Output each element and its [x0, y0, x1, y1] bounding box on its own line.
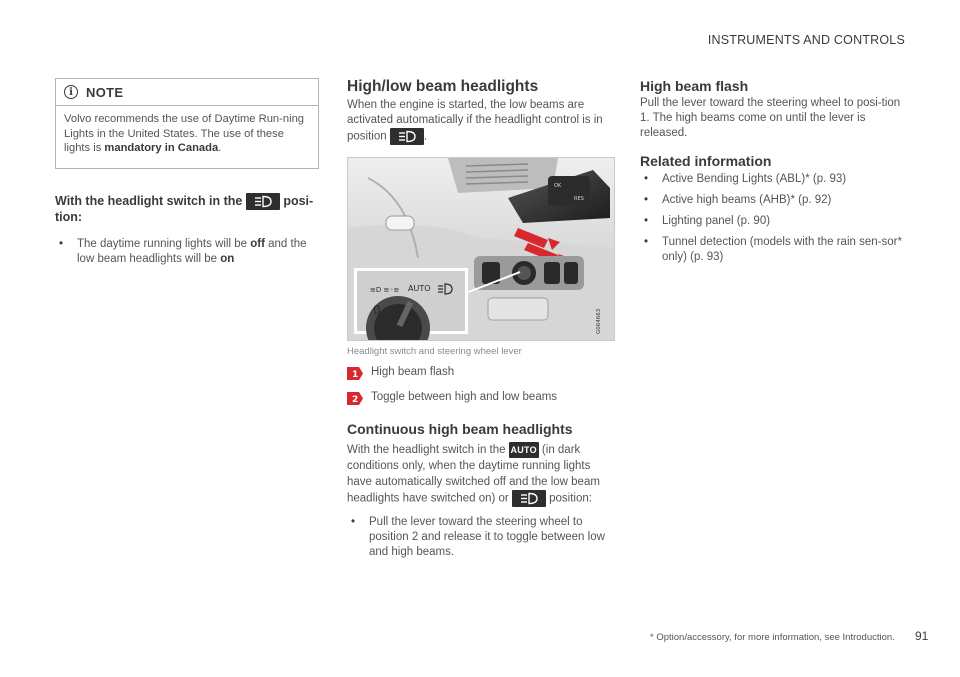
note-header: [56, 79, 318, 106]
callout-number-2-icon: [347, 392, 363, 405]
auto-symbol: AUTO: [509, 442, 539, 458]
off-text: off: [250, 237, 265, 250]
low-beam-symbol-icon: [512, 490, 546, 507]
headlight-switch-figure: [347, 157, 615, 341]
note-bold-text: mandatory in Canada: [104, 142, 219, 154]
dashboard-illustration: [348, 158, 614, 340]
intro-paragraph: When the engine is started, the low beams are activated automatically if the headlight control is in position .: [347, 98, 614, 145]
headlight-switch-heading: [55, 193, 320, 225]
column-right: [640, 78, 906, 265]
callout-text: Toggle between high and low beams: [371, 391, 558, 403]
related-link[interactable]: • Lighting panel (p. 90): [644, 215, 771, 227]
bullet-dot: •: [59, 237, 64, 250]
svg-text:RES: RES: [574, 196, 584, 202]
svg-text:2: 2: [352, 395, 359, 405]
svg-text:G064663: G064663: [596, 308, 602, 334]
note-body: [56, 106, 318, 168]
column-left: [55, 78, 320, 267]
svg-text:AUTO: AUTO: [408, 284, 431, 293]
list-item: • Pull the lever toward the steering wheel to position 2 and release it to toggle between low and high beams.: [351, 516, 605, 559]
related-info-title: Related information: [640, 153, 772, 169]
note-text-end: .: [218, 142, 222, 154]
high-beam-flash-title: High beam flash: [640, 78, 749, 94]
callout-number-1-icon: [347, 367, 363, 380]
related-link[interactable]: • Active high beams (AHB)* (p. 92): [644, 194, 832, 206]
callout-text: High beam flash: [371, 366, 455, 378]
list-item: • The daytime running lights will be off and the low beam headlights will be on: [59, 237, 307, 265]
heading-text-pre: With the headlight switch in the: [55, 193, 246, 208]
on-text: on: [220, 252, 235, 265]
svg-text:1: 1: [352, 370, 359, 380]
related-link[interactable]: • Active Bending Lights (ABL)* (p. 93): [644, 173, 847, 185]
continuous-paragraph: With the headlight switch in the AUTO (in dark conditions only, when the daytime running lights have automatically switched off and the low beam headlights have switched on) or position:: [347, 442, 614, 507]
note-title: NOTE: [86, 84, 124, 100]
bullet-dot: •: [644, 173, 649, 185]
related-link[interactable]: • Tunnel detection (models with the rain sen-sor* only) (p. 93): [644, 236, 902, 263]
bullet-dot: •: [644, 236, 649, 248]
low-beam-symbol-icon: [246, 193, 280, 210]
svg-text:≡D ≡◦≡: ≡D ≡◦≡: [370, 286, 400, 294]
info-icon: i: [64, 85, 78, 99]
bullet-dot: •: [644, 194, 649, 206]
page-number: 91: [915, 629, 929, 643]
bullet-dot: •: [351, 516, 356, 529]
continuous-high-beam-title: Continuous high beam headlights: [347, 421, 573, 437]
note-text: Volvo recommends the use of Daytime Run-ning Lights in the United States. The use of these lights is: [64, 113, 305, 154]
callout-item: [347, 365, 614, 380]
svg-text:0: 0: [373, 303, 381, 317]
bullet-dot: •: [644, 215, 649, 227]
svg-text:OK: OK: [554, 183, 562, 189]
low-beam-symbol-icon: [390, 128, 424, 145]
column-middle: [347, 78, 614, 560]
section-title: High/low beam headlights: [347, 78, 539, 95]
note-box: [55, 78, 319, 169]
high-beam-flash-text: Pull the lever toward the steering wheel to posi-tion 1. The high beams come on until the lever is released.: [640, 97, 901, 139]
figure-caption: Headlight switch and steering wheel lever: [347, 346, 522, 357]
callout-item: [347, 390, 614, 405]
heading-text-post: posi-tion:: [55, 193, 314, 224]
footer-note: * Option/accessory, for more information, see Introduction.: [650, 632, 895, 643]
page-header: INSTRUMENTS AND CONTROLS: [707, 33, 905, 47]
